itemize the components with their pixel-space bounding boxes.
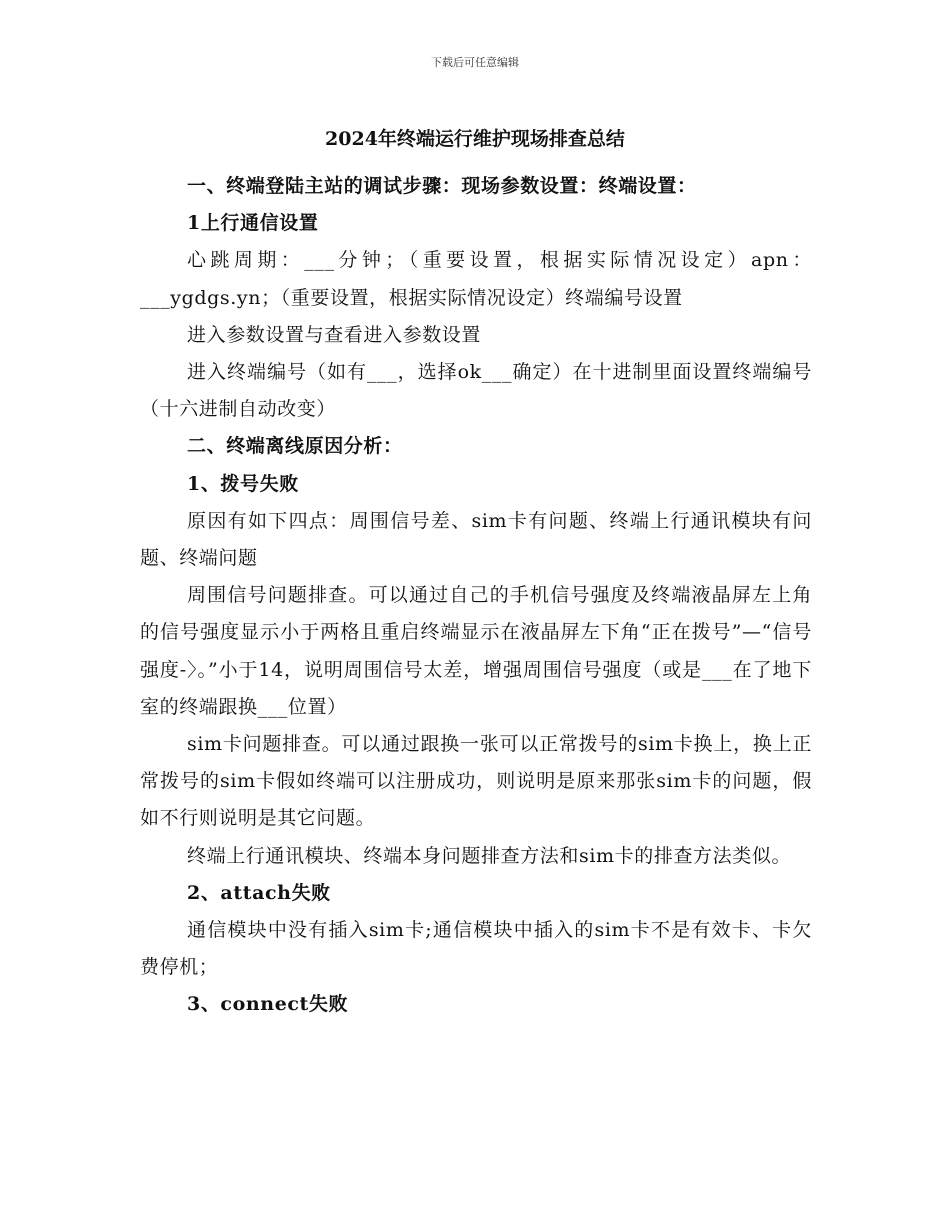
subheading-uplink-settings: 1上行通信设置 bbox=[187, 212, 319, 235]
paragraph-terminal-number: 进入终端编号（如有___，选择ok___确定）在十进制里面设置终端编号（十六进制自动改变） bbox=[140, 361, 812, 421]
subheading-connect-failure: 3、connect失败 bbox=[187, 993, 349, 1016]
header-note: 下载后可任意编辑 bbox=[431, 56, 519, 69]
paragraph-module-check: 终端上行通讯模块、终端本身问题排查方法和sim卡的排查方法类似。 bbox=[187, 844, 792, 867]
document-body bbox=[140, 168, 812, 1024]
section-heading-offline-analysis: 二、终端离线原因分析： bbox=[187, 435, 403, 458]
paragraph-four-reasons: 原因有如下四点：周围信号差、sim卡有问题、终端上行通讯模块有问题、终端问题 bbox=[140, 509, 812, 570]
paragraph-attach-reasons: 通信模块中没有插入sim卡;通信模块中插入的sim卡不是有效卡、卡欠费停机； bbox=[140, 919, 812, 979]
paragraph-signal-check: 周围信号问题排查。可以通过自己的手机信号强度及终端液晶屏左上角的信号强度显示小于两格且重启终端显示在液晶屏左下角“正在拨号”—“信号强度-〉。”小于14，说明周围信号太差，增强周围信号强度（或是___在了地下室的终端跟换___位置） bbox=[140, 584, 812, 718]
document-title: 2024年终端运行维护现场排查总结 bbox=[325, 128, 625, 150]
paragraph-sim-check: sim卡问题排查。可以通过跟换一张可以正常拨号的sim卡换上，换上正常拨号的sim卡假如终端可以注册成功，则说明是原来那张sim卡的问题，假如不行则说明是其它问题。 bbox=[140, 733, 812, 830]
subheading-dial-failure: 1、拨号失败 bbox=[187, 472, 299, 495]
subheading-attach-failure: 2、attach失败 bbox=[187, 881, 331, 904]
section-heading-debug-steps: 一、终端登陆主站的调试步骤：现场参数设置：终端设置： bbox=[187, 175, 697, 197]
paragraph-heartbeat: 心跳周期：___分钟；（重要设置，根据实际情况设定）apn：___ygdgs.yn；（重要设置，根据实际情况设定）终端编号设置 bbox=[140, 249, 812, 309]
paragraph-enter-params: 进入参数设置与查看进入参数设置 bbox=[187, 323, 482, 346]
